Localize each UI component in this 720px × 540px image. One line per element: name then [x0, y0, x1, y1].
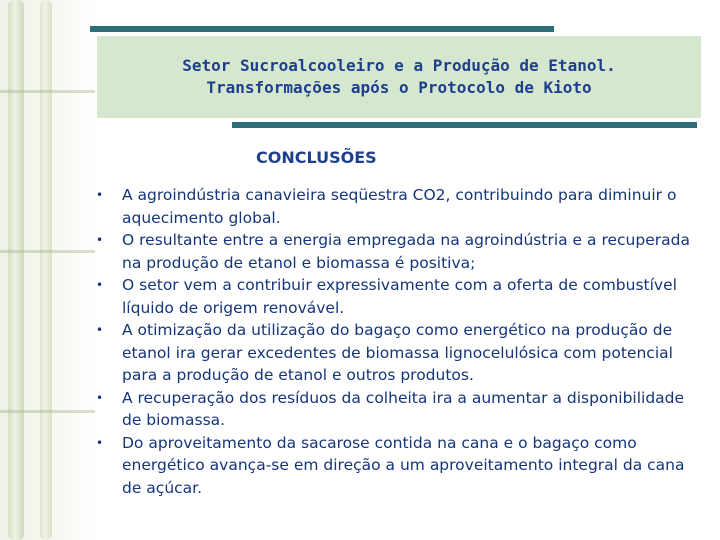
sugarcane-background-image: [0, 0, 95, 540]
list-item-text: O setor vem a contribuir expressivamente com a oferta de combustível líquido de origem renovável.: [122, 276, 677, 317]
list-item-text: A agroindústria canavieira seqüestra CO2, contribuindo para diminuir o aquecimento global.: [122, 186, 677, 227]
section-heading: CONCLUSÕES: [256, 148, 377, 167]
sugarcane-stalk: [40, 0, 52, 540]
sugarcane-stalk: [8, 0, 24, 540]
list-item: [96, 229, 696, 274]
stalk-node: [0, 410, 95, 413]
title-line-1: Setor Sucroalcooleiro e a Produção de Etanol.: [182, 56, 616, 75]
list-item: [96, 432, 696, 500]
bullet-icon: •: [96, 278, 104, 292]
list-item-text: Do aproveitamento da sacarose contida na cana e o bagaço como energético avança-se em direção a um aproveitamento integral da cana de açúcar.: [122, 433, 685, 497]
title-line-2: Transformações após o Protocolo de Kioto: [206, 78, 592, 97]
list-item-text: O resultante entre a energia empregada na agroindústria e a recuperada na produção de etanol e biomassa é positiva;: [122, 231, 690, 272]
bullet-icon: •: [96, 323, 104, 337]
conclusions-list: [96, 184, 696, 499]
stalk-node: [0, 250, 95, 253]
slide-title: [97, 36, 701, 118]
list-item-text: A recuperação dos resíduos da colheita ira a aumentar a disponibilidade de biomassa.: [122, 388, 685, 429]
bullet-icon: •: [96, 435, 104, 450]
bullet-icon: •: [96, 390, 104, 405]
bottom-accent-bar: [232, 122, 697, 128]
list-item: [96, 319, 696, 387]
list-item: [96, 387, 696, 432]
list-item: [96, 184, 696, 229]
list-item: [96, 274, 696, 319]
bullet-icon: •: [96, 233, 104, 247]
list-item-text: A otimização da utilização do bagaço como energético na produção de etanol ira gerar excedentes de biomassa lignocelulósica com potencial para a produção de etanol e outros produtos.: [122, 321, 673, 384]
stalk-node: [0, 90, 95, 93]
top-accent-bar: [90, 26, 554, 32]
bullet-icon: •: [96, 188, 104, 202]
